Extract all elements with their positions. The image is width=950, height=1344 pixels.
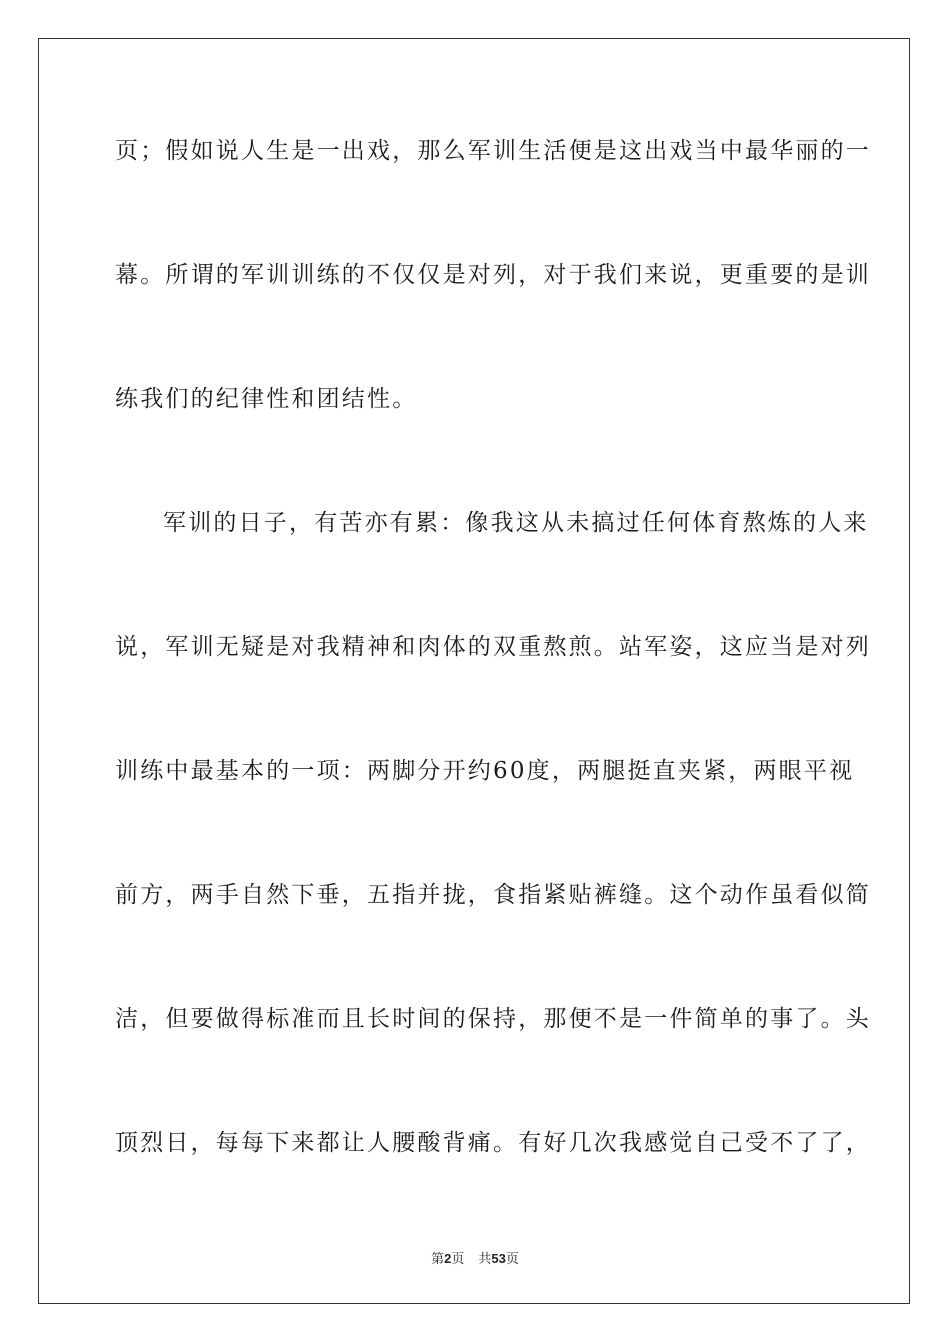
text-line: 幕。所谓的军训训练的不仅仅是对列，对于我们来说，更重要的是训	[115, 262, 871, 288]
page-number: 2	[444, 1251, 452, 1266]
page-prefix: 第	[431, 1252, 445, 1267]
page-suffix: 页	[451, 1252, 465, 1267]
text-line: 前方，两手自然下垂，五指并拢，食指紧贴裤缝。这个动作虽看似简	[115, 882, 871, 908]
text-line: 练我们的纪律性和团结性。	[115, 386, 418, 412]
total-prefix: 共	[478, 1252, 492, 1267]
total-suffix: 页	[505, 1252, 519, 1267]
text-line: 顶烈日，每每下来都让人腰酸背痛。有好几次我感觉自己受不了了，	[115, 1130, 871, 1156]
text-line: 洁，但要做得标准而且长时间的保持，那便不是一件简单的事了。头	[115, 1006, 871, 1032]
page-border	[38, 38, 910, 1304]
text-line: 页；假如说人生是一出戏，那么军训生活便是这出戏当中最华丽的一	[115, 138, 871, 164]
text-line: 训练中最基本的一项：两脚分开约60度，两腿挺直夹紧，两眼平视	[115, 758, 855, 784]
text-line: 说，军训无疑是对我精神和肉体的双重熬煎。站军姿，这应当是对列	[115, 634, 871, 660]
paragraph-start-line: 军训的日子，有苦亦有累：像我这从未搞过任何体育熬炼的人来	[163, 510, 869, 536]
total-pages: 53	[491, 1251, 506, 1266]
page-footer	[0, 1248, 950, 1267]
